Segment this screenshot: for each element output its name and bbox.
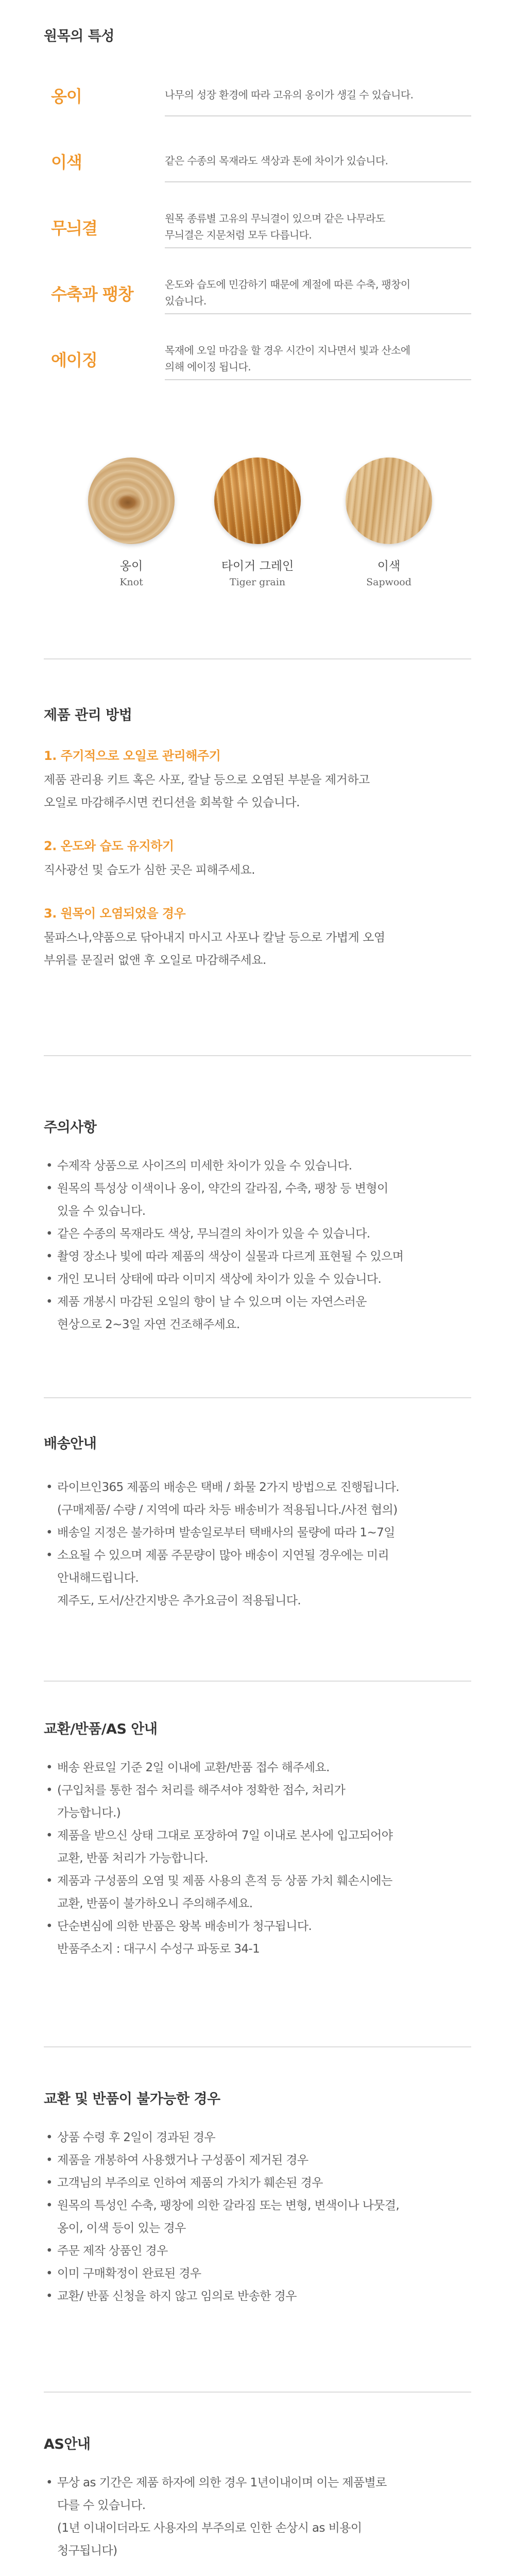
list-item: • 제품과 구성품의 오염 및 제품 사용의 흔적 등 상품 가치 훼손시에는 교환, 반품이 불가하오니 주의해주세요. <box>44 1870 471 1915</box>
sample-knot <box>80 457 183 588</box>
care-item <box>44 836 471 882</box>
caution-list <box>44 1155 471 1336</box>
list-item: • 개인 모니터 상태에 따라 이미지 색상에 차이가 있을 수 있습니다. <box>44 1268 471 1291</box>
sample-label-ko: 옹이 <box>119 560 143 573</box>
list-item: • 배송일 지정은 불가하며 발송일로부터 택배사의 물량에 따라 1~7일 <box>44 1521 471 1544</box>
list-item: • 제품을 받으신 상태 그대로 포장하여 7일 이내로 본사에 입고되어야 교환, 반품 처리가 가능합니다. <box>44 1824 471 1870</box>
sapwood-wood-image <box>346 457 432 544</box>
trait-description: 같은 수종의 목재라도 색상과 톤에 차이가 있습니다. <box>165 140 471 182</box>
list-item: • 소요될 수 있으며 제품 주문량이 많아 배송이 지연될 경우에는 미리 안내해드립니다. <box>44 1544 471 1589</box>
exchange-section <box>44 1718 471 1960</box>
shipping-list <box>44 1476 471 1589</box>
trait-name: 에이징 <box>51 350 97 370</box>
sample-label-en: Knot <box>119 577 143 588</box>
no-exchange-section <box>44 2088 471 2308</box>
section-title: 교환/반품/AS 안내 <box>44 1721 158 1737</box>
list-item: • 라이브인365 제품의 배송은 택배 / 화물 2가지 방법으로 진행됩니다. (구매제품/ 수량 / 지역에 따라 차등 배송비가 적용됩니다./사전 협의) <box>44 1476 471 1521</box>
as-section <box>44 2433 471 2562</box>
section-divider <box>44 1397 471 1398</box>
section-divider <box>44 2046 471 2047</box>
shipping-extra-note: 제주도, 도서/산간지방은 추가요금이 적용됩니다. <box>57 1594 301 1607</box>
as-list <box>44 2471 471 2562</box>
list-item: • 제품을 개봉하여 사용했거나 구성품이 제거된 경우 <box>44 2149 471 2172</box>
section-title: 주의사항 <box>44 1120 97 1136</box>
section-title: 교환 및 반품이 불가능한 경우 <box>44 2091 220 2107</box>
trait-list <box>44 74 471 404</box>
care-item-title: 2. 온도와 습도 유지하기 <box>44 839 174 853</box>
trait-row <box>44 338 471 404</box>
trait-row <box>44 272 471 338</box>
sample-label-en: Sapwood <box>366 577 411 588</box>
no-exchange-list <box>44 2126 471 2308</box>
list-item: • 원목의 특성인 수축, 팽창에 의한 갈라짐 또는 변형, 변색이나 나뭇결, 옹이, 이색 등이 있는 경우 <box>44 2194 471 2240</box>
list-item: • 배송 완료일 기준 2일 이내에 교환/반품 접수 해주세요. <box>44 1756 471 1779</box>
section-divider <box>44 1681 471 1682</box>
trait-name: 이색 <box>51 152 82 172</box>
trait-name: 수축과 팽창 <box>51 284 133 304</box>
sample-label-en: Tiger grain <box>229 577 286 588</box>
wood-sample-images <box>44 457 471 602</box>
care-item-text: 직사광선 및 습도가 심한 곳은 피해주세요. <box>44 863 255 877</box>
trait-description: 온도와 습도에 민감하기 때문에 계절에 따른 수축, 팽창이 있습니다. <box>165 272 471 314</box>
sample-label-ko: 타이거 그레인 <box>221 560 294 573</box>
knot-wood-image <box>88 457 175 544</box>
list-item: • 무상 as 기간은 제품 하자에 의한 경우 1년이내이며 이는 제품별로 다를 수 있습니다. (1년 이내이더라도 사용자의 부주의로 인한 손상시 as 비용이 청구됩니다) <box>44 2471 471 2562</box>
list-item: • 촬영 장소나 빛에 따라 제품의 색상이 실물과 다르게 표현될 수 있으며 <box>44 1245 471 1268</box>
list-item: • 상품 수령 후 2일이 경과된 경우 <box>44 2126 471 2149</box>
section-divider <box>44 658 471 659</box>
sample-label-ko: 이색 <box>377 560 401 573</box>
trait-description: 원목 종류별 고유의 무늬결이 있으며 같은 나무라도 무늬결은 지문처럼 모두 다릅니다. <box>165 206 471 248</box>
trait-row <box>44 206 471 272</box>
care-item-text: 제품 관리용 키트 혹은 사포, 칼날 등으로 오염된 부분을 제거하고 오일로 마감해주시면 컨디션을 회복할 수 있습니다. <box>44 773 370 809</box>
list-item: • 고객님의 부주의로 인하여 제품의 가치가 훼손된 경우 <box>44 2172 471 2194</box>
section-title: 배송안내 <box>44 1436 97 1452</box>
trait-row <box>44 140 471 206</box>
section-divider <box>44 1055 471 1056</box>
list-item: • 제품 개봉시 마감된 오일의 향이 날 수 있으며 이는 자연스러운 현상으로 2~3일 자연 건조해주세요. <box>44 1291 471 1336</box>
trait-name: 무늬결 <box>51 218 97 238</box>
exchange-list <box>44 1756 471 1960</box>
trait-name: 옹이 <box>51 87 82 106</box>
trait-description: 목재에 오일 마감을 할 경우 시간이 지나면서 빛과 산소에 의해 에이징 됩니다. <box>165 338 471 380</box>
list-item: • 교환/ 반품 신청을 하지 않고 임의로 반송한 경우 <box>44 2285 471 2308</box>
section-title: 원목의 특성 <box>44 28 114 44</box>
trait-description: 나무의 성장 환경에 따라 고유의 옹이가 생길 수 있습니다. <box>165 74 471 116</box>
list-item: • 원목의 특성상 이색이나 옹이, 약간의 갈라짐, 수축, 팽창 등 변형이 있을 수 있습니다. <box>44 1177 471 1223</box>
tiger-grain-wood-image <box>214 457 301 544</box>
list-item: • 같은 수종의 목재라도 색상, 무늬결의 차이가 있을 수 있습니다. <box>44 1223 471 1245</box>
wood-characteristics-section <box>44 25 471 588</box>
caution-section <box>44 1116 471 1336</box>
sample-sapwood <box>337 457 440 588</box>
care-section <box>44 704 471 972</box>
care-item-title: 1. 주기적으로 오일로 관리해주기 <box>44 749 221 763</box>
section-divider <box>44 2392 471 2393</box>
shipping-section <box>44 1432 471 1612</box>
sample-tiger-grain <box>206 457 309 588</box>
list-item: • (구입처를 통한 접수 처리를 해주셔야 정확한 접수, 처리가 가능합니다.) <box>44 1779 471 1824</box>
list-item: • 이미 구매확정이 완료된 경우 <box>44 2262 471 2285</box>
list-item: • 단순변심에 의한 반품은 왕복 배송비가 청구됩니다. 반품주소지 : 대구시 수성구 파동로 34-1 <box>44 1915 471 1960</box>
care-item <box>44 745 471 814</box>
care-item-title: 3. 원목이 오염되었을 경우 <box>44 906 186 921</box>
list-item: • 수제작 상품으로 사이즈의 미세한 차이가 있을 수 있습니다. <box>44 1155 471 1177</box>
trait-row <box>44 74 471 140</box>
care-item-text: 물파스나,약품으로 닦아내지 마시고 사포나 칼날 등으로 가볍게 오염 부위를 문질러 없앤 후 오일로 마감해주세요. <box>44 931 385 967</box>
care-item <box>44 903 471 972</box>
section-title: AS안내 <box>44 2436 91 2452</box>
section-title: 제품 관리 방법 <box>44 707 132 723</box>
list-item: • 주문 제작 상품인 경우 <box>44 2240 471 2262</box>
